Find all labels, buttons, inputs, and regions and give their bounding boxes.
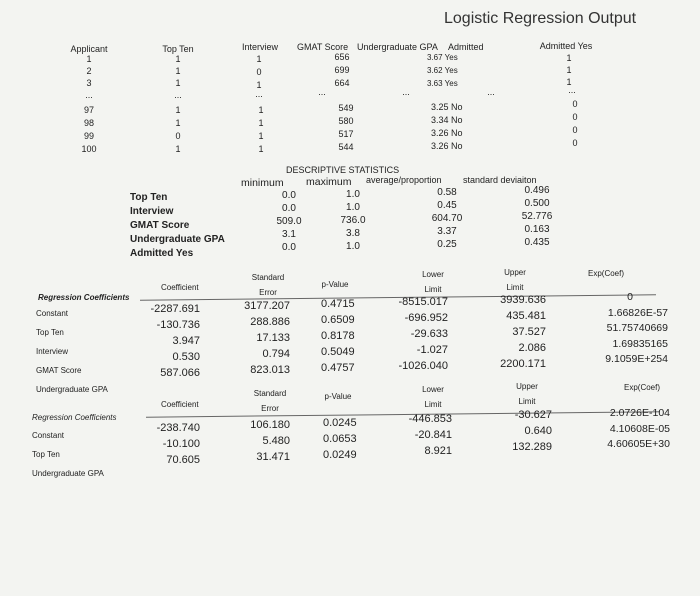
reg1-header-upper: Upper [504, 268, 526, 277]
reg1-header-pvalue: p-Value [321, 280, 349, 289]
col-applicant-top [86, 55, 91, 88]
reg2-col-pvalue [323, 418, 357, 461]
descriptive-sd: 0.435 [524, 237, 550, 248]
cell-gmat: 699 [334, 65, 350, 75]
cell-gmat: 544 [338, 142, 354, 152]
col-gmat-bottom [338, 104, 353, 152]
reg1-col-std-error [244, 301, 290, 376]
cell-gpa-admitted: 3.26 No [431, 128, 463, 138]
reg2-lower: -446.853 [408, 413, 452, 425]
reg1-coef: 3.947 [172, 335, 200, 347]
cell-applicant: 100 [81, 144, 97, 154]
reg2-coef: -10.100 [162, 438, 200, 450]
reg2-header-upper: Upper [516, 382, 538, 391]
cell-gpa-admitted: 3.63 Yes [427, 79, 458, 88]
page-title: Logistic Regression Output [444, 10, 637, 27]
reg1-exp: 9.1059E+254 [605, 353, 668, 365]
reg2-upper: 0.640 [524, 425, 552, 437]
reg1-coef: 587.066 [160, 367, 200, 379]
reg2-header-coefficient: Coefficient [161, 400, 199, 409]
cell-admitted-yes: 0 [572, 99, 578, 109]
cell-admitted-yes: 1 [566, 77, 572, 87]
reg1-p: 0.4715 [321, 298, 355, 310]
reg1-row-label: Constant [36, 309, 69, 318]
descriptive-row-label: Admitted Yes [130, 248, 194, 259]
cell-top-ten: 1 [175, 78, 181, 88]
reg2-row-label: Top Ten [32, 450, 60, 459]
cell-interview: 1 [258, 131, 264, 141]
reg1-lower: -1026.040 [398, 360, 448, 372]
reg1-row-label: Undergraduate GPA [36, 385, 108, 394]
reg1-col-coefficient [150, 304, 200, 379]
cell-gmat: 517 [338, 129, 354, 139]
reg1-col-lower [398, 297, 448, 372]
cell-gmat: 664 [334, 78, 350, 88]
reg2-header-standard: Standard [253, 389, 287, 398]
reg1-exp: 51.75740669 [606, 322, 668, 334]
cell-gpa-admitted: 3.67 Yes [427, 53, 458, 62]
cell-top-ten: 1 [175, 54, 181, 64]
col-gmat-top [334, 53, 349, 88]
cell-top-ten: 1 [175, 66, 181, 76]
reg1-lower: -29.633 [410, 328, 448, 340]
cell-interview: 1 [256, 54, 262, 64]
ellipsis: ... [174, 90, 182, 100]
descriptive-min: 3.1 [282, 229, 296, 240]
reg2-p: 0.0249 [323, 449, 357, 461]
reg1-upper: 2200.171 [500, 358, 546, 370]
descriptive-avg: 0.45 [437, 200, 457, 211]
reg2-p: 0.0653 [323, 433, 357, 445]
reg1-se: 17.133 [256, 332, 290, 344]
descriptive-col-minimum [276, 191, 301, 253]
reg2-col-lower [409, 414, 452, 457]
cell-admitted-yes: 1 [566, 65, 572, 75]
reg2-coef: 70.605 [166, 454, 200, 466]
reg1-col-pvalue [321, 299, 355, 374]
cell-gpa-admitted: 3.25 No [431, 102, 463, 112]
cell-top-ten: 1 [175, 144, 181, 154]
descriptive-row-label: GMAT Score [130, 220, 190, 231]
reg2-p: 0.0245 [323, 417, 357, 429]
reg1-se: 288.886 [250, 316, 290, 328]
reg2-exp: 2.0726E-104 [609, 407, 670, 419]
descriptive-col-average [432, 188, 463, 250]
descriptive-min: 509.0 [276, 216, 302, 227]
cell-interview: 0 [256, 67, 262, 77]
descriptive-max: 1.0 [346, 202, 360, 213]
reg1-lower: -1.027 [416, 344, 448, 356]
reg1-coef: 0.530 [172, 351, 200, 363]
reg2-col-std-error [250, 420, 290, 463]
header-admitted: Admitted [448, 42, 484, 52]
reg1-row-label: Interview [36, 347, 69, 356]
descriptive-avg: 604.70 [431, 213, 463, 224]
descriptive-row-label: Undergraduate GPA [130, 234, 225, 245]
reg2-section-label: Regression Coefficients [32, 413, 117, 422]
header-ugpa: Undergraduate GPA [357, 42, 438, 52]
reg1-upper: 3939.636 [500, 294, 546, 306]
cell-admitted-yes: 0 [572, 138, 578, 148]
descriptive-sd: 0.496 [524, 185, 550, 196]
header-top-ten: Top Ten [162, 44, 194, 54]
reg1-coef: -130.736 [156, 319, 200, 331]
reg1-header-lower: Lower [422, 270, 444, 279]
reg2-header-lower-limit: Limit [424, 400, 442, 409]
cell-gpa-admitted: 3.62 Yes [427, 66, 458, 75]
cell-interview: 1 [258, 105, 264, 115]
reg1-upper: 2.086 [518, 342, 546, 354]
descriptive-max: 1.0 [346, 241, 360, 252]
cell-applicant: 2 [86, 66, 92, 76]
ellipsis: ... [85, 90, 93, 100]
header-applicant: Applicant [70, 44, 108, 54]
descriptive-labels [130, 193, 225, 259]
reg1-se: 0.794 [262, 348, 290, 360]
cell-gmat: 549 [338, 103, 354, 113]
reg1-row-labels [36, 310, 108, 394]
reg2-row-label: Undergraduate GPA [32, 469, 104, 478]
cell-interview: 1 [258, 144, 264, 154]
reg2-exp: 4.10608E-05 [609, 422, 670, 435]
reg1-header-standard: Standard [251, 273, 285, 282]
reg2-se: 31.471 [256, 451, 290, 463]
reg1-p: 0.8178 [321, 330, 355, 342]
reg1-section-label: Regression Coefficients [38, 293, 130, 302]
reg2-header-error: Error [261, 404, 279, 413]
cell-gmat: 580 [338, 116, 354, 126]
reg2-header-upper-limit: Limit [518, 397, 536, 406]
reg2-exp: 4.60605E+30 [607, 438, 670, 450]
ellipsis: ... [487, 87, 495, 97]
reg1-upper: 37.527 [512, 326, 546, 338]
cell-top-ten: 0 [175, 131, 181, 141]
descriptive-min: 0.0 [282, 242, 296, 253]
reg1-se: 823.013 [250, 364, 290, 376]
reg2-se: 106.180 [250, 419, 290, 431]
reg1-exp: 0 [627, 291, 633, 303]
reg2-header-pvalue: p-Value [324, 392, 352, 401]
ellipsis: ... [255, 89, 263, 99]
reg2-lower: 8.921 [424, 445, 452, 457]
descriptive-avg: 3.37 [437, 226, 457, 237]
reg1-row-label: Top Ten [36, 328, 64, 337]
reg2-upper: 132.289 [512, 441, 552, 453]
reg1-exp: 1.66826E-57 [607, 306, 668, 319]
reg2-upper: -30.627 [514, 409, 552, 421]
col-interview-top [256, 55, 261, 90]
descriptive-max: 1.0 [346, 189, 360, 200]
cell-admitted-yes: 0 [572, 112, 578, 122]
descriptive-col-maximum [340, 190, 365, 252]
cell-gpa-admitted: 3.26 No [431, 141, 463, 151]
reg1-row-label: GMAT Score [36, 366, 82, 375]
col-admitted-yes-top [566, 54, 571, 87]
ellipsis: ... [568, 85, 576, 95]
ellipsis: ... [318, 87, 326, 97]
reg2-header-exp: Exp(Coef) [623, 383, 661, 392]
reg1-se: 3177.207 [244, 300, 290, 312]
reg1-header-lower-limit: Limit [424, 285, 442, 294]
col-interview-bottom [258, 106, 263, 154]
header-interview: Interview [241, 42, 279, 52]
reg2-col-exp [607, 408, 670, 450]
reg1-p: 0.5049 [321, 346, 355, 358]
reg1-header-upper-limit: Limit [506, 283, 524, 292]
reg1-exp: 1.69835165 [612, 337, 668, 350]
reg1-upper: 435.481 [506, 310, 546, 322]
reg2-lower: -20.841 [414, 429, 452, 441]
descriptive-header-sd: standard deviaiton [463, 175, 537, 185]
reg1-p: 0.4757 [321, 362, 355, 374]
descriptive-row-label: Top Ten [130, 192, 168, 203]
reg2-coef: -238.740 [156, 422, 200, 434]
cell-gmat: 656 [334, 52, 350, 62]
reg2-row-label: Constant [32, 431, 65, 440]
reg1-lower: -696.952 [404, 312, 448, 324]
header-gmat: GMAT Score [297, 42, 349, 52]
descriptive-min: 0.0 [282, 203, 296, 214]
reg1-col-exp [605, 292, 668, 365]
cell-admitted-yes: 0 [572, 125, 578, 135]
reg2-se: 5.480 [262, 435, 290, 447]
reg1-header-exp: Exp(Coef) [587, 269, 625, 278]
descriptive-row-label: Interview [130, 206, 174, 217]
reg1-coef: -2287.691 [150, 303, 200, 315]
reg2-header-lower: Lower [422, 385, 444, 394]
reg2-row-labels [32, 432, 104, 478]
cell-gpa-admitted: 3.34 No [431, 115, 463, 125]
col-gpa-admit-bottom [431, 103, 463, 151]
cell-applicant: 1 [86, 54, 92, 64]
descriptive-header-average: average/proportion [366, 175, 442, 185]
cell-applicant: 97 [83, 105, 94, 115]
reg1-header-error: Error [259, 288, 277, 297]
descriptive-max: 736.0 [340, 215, 366, 226]
col-applicant-bottom [81, 106, 96, 154]
reg2-divider [146, 411, 660, 417]
ellipsis: ... [402, 87, 410, 97]
descriptive-col-sd [522, 186, 553, 248]
cell-top-ten: 1 [175, 105, 181, 115]
col-gpa-admit-top [427, 54, 458, 88]
reg1-header-coefficient: Coefficient [161, 283, 199, 292]
descriptive-sd: 0.163 [524, 224, 550, 235]
descriptive-avg: 0.25 [437, 239, 457, 250]
cell-admitted-yes: 1 [566, 53, 572, 63]
descriptive-avg: 0.58 [437, 187, 457, 198]
descriptive-header-maximum: maximum [306, 176, 352, 188]
reg1-lower: -8515.017 [398, 296, 448, 308]
descriptive-min: 0.0 [282, 190, 296, 201]
descriptive-sd: 52.776 [521, 211, 553, 222]
descriptive-title: DESCRIPTIVE STATISTICS [286, 165, 400, 175]
header-admitted-yes: Admitted Yes [539, 41, 593, 51]
col-top-ten-top [175, 55, 180, 88]
reg2-col-upper [512, 410, 552, 453]
cell-applicant: 98 [83, 118, 94, 128]
descriptive-max: 3.8 [346, 228, 360, 239]
descriptive-header-minimum: minimum [241, 177, 284, 189]
reg1-p: 0.6509 [321, 314, 355, 326]
descriptive-sd: 0.500 [524, 198, 550, 209]
cell-interview: 1 [256, 80, 262, 90]
reg1-col-upper [500, 295, 546, 370]
cell-interview: 1 [258, 118, 264, 128]
cell-applicant: 99 [83, 131, 94, 141]
col-admitted-yes-bottom [572, 100, 577, 148]
reg2-col-coefficient [157, 423, 200, 466]
cell-applicant: 3 [86, 78, 92, 88]
col-top-ten-bottom [175, 106, 180, 154]
cell-top-ten: 1 [175, 118, 181, 128]
